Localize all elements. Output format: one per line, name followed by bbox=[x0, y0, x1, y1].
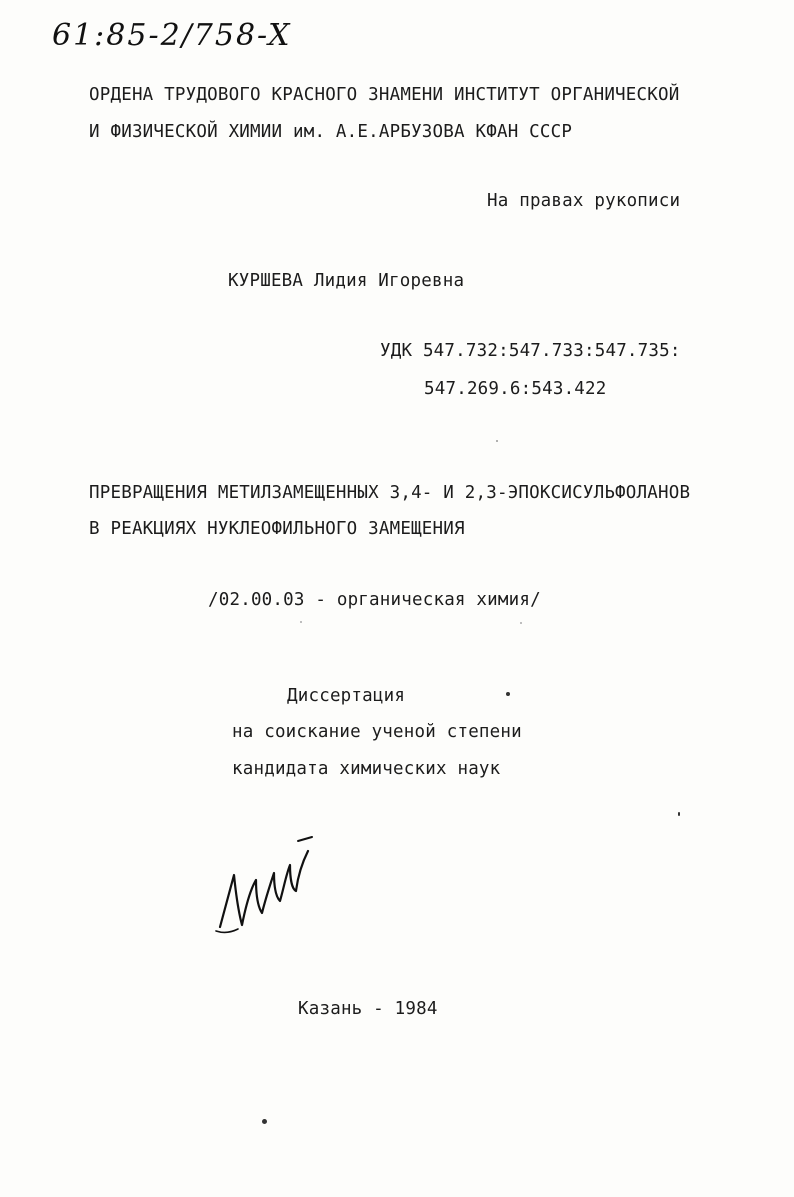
ink-speck bbox=[496, 440, 498, 442]
ink-speck bbox=[678, 812, 680, 816]
specialty-code: /02.00.03 - органическая химия/ bbox=[208, 590, 541, 610]
institute-line-1: ОРДЕНА ТРУДОВОГО КРАСНОГО ЗНАМЕНИ ИНСТИТУТ ОРГАНИЧЕСКОЙ bbox=[89, 85, 680, 105]
manuscript-rights-note: На правах рукописи bbox=[487, 191, 681, 211]
ink-speck bbox=[520, 622, 522, 624]
ink-speck bbox=[506, 692, 510, 696]
handwritten-signature bbox=[212, 835, 322, 940]
dissertation-title-line-1: ПРЕВРАЩЕНИЯ МЕТИЛЗАМЕЩЕННЫХ 3,4- И 2,3-ЭПОКСИСУЛЬФОЛАНОВ bbox=[89, 483, 691, 503]
place-and-year: Казань - 1984 bbox=[298, 999, 438, 1019]
dissertation-label: Диссертация bbox=[287, 686, 406, 706]
udc-line-2: 547.269.6:543.422 bbox=[424, 379, 607, 399]
ink-speck bbox=[300, 621, 302, 623]
dissertation-title-line-2: В РЕАКЦИЯХ НУКЛЕОФИЛЬНОГО ЗАМЕЩЕНИЯ bbox=[89, 519, 465, 539]
udc-line-1: УДК 547.732:547.733:547.735: bbox=[380, 341, 681, 361]
degree-line-2: кандидата химических наук bbox=[232, 759, 501, 779]
archive-code-handwritten: 61:85-2/758-X bbox=[52, 18, 292, 53]
ink-speck bbox=[262, 1119, 267, 1124]
degree-line-1: на соискание ученой степени bbox=[232, 722, 522, 742]
author-name: КУРШЕВА Лидия Игоревна bbox=[228, 271, 465, 291]
institute-line-2: И ФИЗИЧЕСКОЙ ХИМИИ им. А.Е.АРБУЗОВА КФАН СССР bbox=[89, 122, 573, 142]
